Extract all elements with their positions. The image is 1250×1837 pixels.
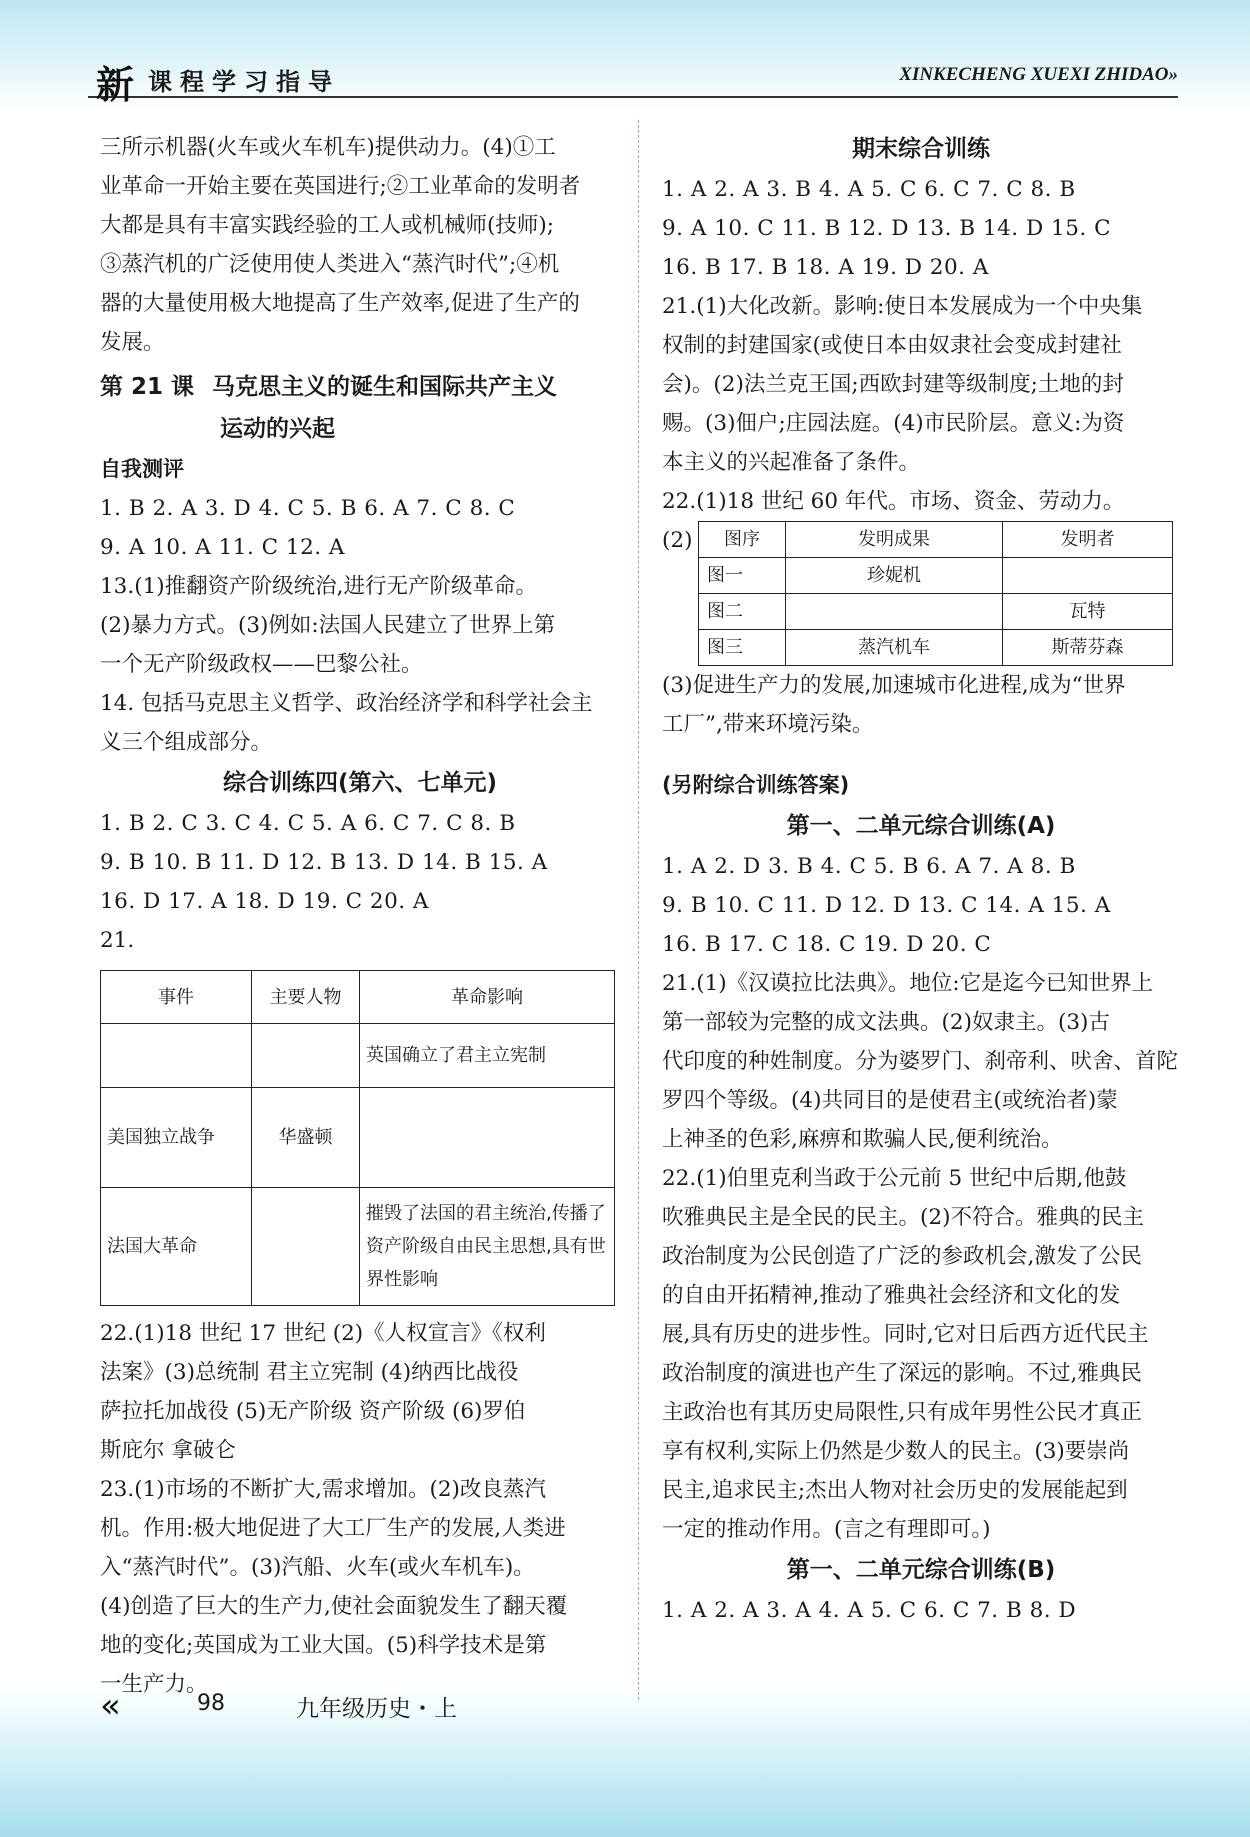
footer-background: [0, 1687, 1250, 1837]
lesson-number: 第 21 课: [100, 374, 195, 400]
invention-table-wrap: [662, 521, 1180, 666]
self-test-heading: 自我测评: [100, 457, 184, 481]
table-header: 革命影响: [360, 971, 615, 1024]
table-cell: [786, 594, 1003, 630]
lesson-title: [100, 366, 620, 450]
answer-line: 1. B 2. A 3. D 4. C 5. B 6. A 7. C 8. C: [100, 496, 516, 521]
text-line: 法案》(3)总统制 君主立宪制 (4)纳西比战役: [100, 1360, 519, 1385]
table-cell: 珍妮机: [786, 558, 1003, 594]
revolution-table: [100, 970, 615, 1306]
text-line: 政治制度为公民创造了广泛的参政机会,激发了公民: [662, 1244, 1142, 1269]
table-header-row: [101, 971, 615, 1024]
table-header: 图序: [699, 522, 786, 558]
answer-line: 16. B 17. B 18. A 19. D 20. A: [662, 255, 989, 280]
pinyin-text: XINKECHENG XUEXI ZHIDAO: [899, 64, 1169, 85]
table-cell: [252, 1188, 360, 1306]
answer-line: 1. A 2. A 3. B 4. A 5. C 6. C 7. C 8. B: [662, 177, 1076, 202]
text-line: 政治制度的演进也产生了深远的影响。不过,雅典民: [662, 1361, 1142, 1386]
table-header: 发明者: [1003, 522, 1173, 558]
text-line: 赐。(3)佃户;庄园法庭。(4)市民阶层。意义:为资: [662, 411, 1125, 436]
lesson-title-line2: 运动的兴起: [220, 416, 335, 442]
table-cell: 英国确立了君主立宪制: [360, 1024, 615, 1088]
unit-a-heading: 第一、二单元综合训练(A): [786, 813, 1056, 839]
text-line: 入“蒸汽时代”。(3)汽船、火车(或火车机车)。: [100, 1555, 535, 1580]
answer-line: 9. A 10. A 11. C 12. A: [100, 535, 345, 560]
answer-line: 1. A 2. D 3. B 4. C 5. B 6. A 7. A 8. B: [662, 854, 1076, 879]
text-line: 民主,追求民主;杰出人物对社会历史的发展能起到: [662, 1478, 1128, 1503]
table-cell: 斯蒂芬森: [1003, 630, 1173, 666]
text-line: (2)暴力方式。(3)例如:法国人民建立了世界上第: [100, 613, 556, 638]
page-header: [88, 54, 1178, 107]
answer-line: 9. B 10. C 11. D 12. D 13. C 14. A 15. A: [662, 893, 1111, 918]
text-line: 上神圣的色彩,麻痹和欺骗人民,便利统治。: [662, 1127, 1063, 1152]
text-line: ③蒸汽机的广泛使用使人类进入“蒸汽时代”;④机: [100, 252, 560, 277]
text-line: 21.(1)大化改新。影响:使日本发展成为一个中央集: [662, 294, 1143, 319]
text-line: 本主义的兴起准备了条件。: [662, 450, 921, 475]
answer-line: 9. B 10. B 11. D 12. B 13. D 14. B 15. A: [100, 850, 548, 875]
text-line: 22.(1)伯里克利当政于公元前 5 世纪中后期,他鼓: [662, 1166, 1127, 1191]
appendix-heading: (另附综合训练答案): [662, 773, 850, 797]
text-line: 展,具有历史的进步性。同时,它对日后西方近代民主: [662, 1322, 1149, 1347]
left-column: [100, 128, 620, 1704]
text-line: 享有权利,实际上仍然是少数人的民主。(3)要崇尚: [662, 1439, 1130, 1464]
text-line: 会)。(2)法兰克王国;西欧封建等级制度;土地的封: [662, 372, 1124, 397]
text-line: 22.(1)18 世纪 17 世纪 (2)《人权宣言》《权利: [100, 1321, 546, 1346]
text-line: 业革命一开始主要在英国进行;②工业革命的发明者: [100, 174, 581, 199]
text-line: 萨拉托加战役 (5)无产阶级 资产阶级 (6)罗伯: [100, 1399, 526, 1424]
text-line: 斯庇尔 拿破仑: [100, 1438, 236, 1463]
table-header-row: [699, 522, 1173, 558]
text-line: 三所示机器(火车或火车机车)提供动力。(4)①工: [100, 135, 556, 160]
text-line: 地的变化;英国成为工业大国。(5)科学技术是第: [100, 1633, 547, 1658]
grade-label: 九年级历史・上: [296, 1696, 457, 1722]
table-row: [101, 1024, 615, 1088]
table-cell: 瓦特: [1003, 594, 1173, 630]
table-cell: 华盛顿: [252, 1088, 360, 1188]
invention-table: [698, 521, 1173, 666]
table-cell: [252, 1024, 360, 1088]
column-divider: [638, 120, 639, 1700]
table-cell: [101, 1024, 252, 1088]
table-cell: [1003, 558, 1173, 594]
table-cell: 图三: [699, 630, 786, 666]
text-line: 23.(1)市场的不断扩大,需求增加。(2)改良蒸汽: [100, 1477, 546, 1502]
text-line: 的自由开拓精神,推动了雅典社会经济和文化的发: [662, 1283, 1121, 1308]
text-line: 21.(1)《汉谟拉比法典》。地位:它是迄今已知世界上: [662, 971, 1154, 996]
text-line: 吹雅典民主是全民的民主。(2)不符合。雅典的民主: [662, 1205, 1144, 1230]
table-header: 主要人物: [252, 971, 360, 1024]
text-line: (3)促进生产力的发展,加速城市化进程,成为“世界: [662, 673, 1126, 698]
text-line: 22.(1)18 世纪 60 年代。市场、资金、劳动力。: [662, 489, 1125, 514]
answer-line: 9. A 10. C 11. B 12. D 13. B 14. D 15. C: [662, 216, 1112, 241]
table-row: [699, 630, 1173, 666]
series-pinyin: [899, 64, 1178, 86]
spacer: [662, 744, 1180, 766]
table-row: [699, 558, 1173, 594]
table-cell: 图二: [699, 594, 786, 630]
text-line: 罗四个等级。(4)共同目的是使君主(或统治者)蒙: [662, 1088, 1118, 1113]
answer-line: 1. B 2. C 3. C 4. C 5. A 6. C 7. C 8. B: [100, 811, 516, 836]
table-row: [101, 1188, 615, 1306]
answer-line: 16. D 17. A 18. D 19. C 20. A: [100, 889, 429, 914]
text-line: 代印度的种姓制度。分为婆罗门、刹帝利、吠舍、首陀: [662, 1049, 1179, 1074]
series-title: 课程学习指导: [148, 68, 340, 96]
text-line: 14. 包括马克思主义哲学、政治经济学和科学社会主: [100, 691, 593, 716]
table-cell: 美国独立战争: [101, 1088, 252, 1188]
answer-line: 1. A 2. A 3. A 4. A 5. C 6. C 7. B 8. D: [662, 1598, 1077, 1623]
table-cell: 摧毁了法国的君主统治,传播了资产阶级自由民主思想,具有世界性影响: [360, 1188, 615, 1306]
text-line: 第一部较为完整的成文法典。(2)奴隶主。(3)古: [662, 1010, 1110, 1035]
chevron-right-icon: »: [1168, 64, 1178, 85]
table-row: [101, 1088, 615, 1188]
right-column: [662, 128, 1180, 1630]
table-cell: 法国大革命: [101, 1188, 252, 1306]
text-line: 一定的推动作用。(言之有理即可。): [662, 1517, 991, 1542]
q22-part2-label: (2): [662, 528, 693, 553]
q21-label: 21.: [100, 928, 135, 953]
text-line: (4)创造了巨大的生产力,使社会面貌发生了翻天覆: [100, 1594, 568, 1619]
answer-line: 16. B 17. C 18. C 19. D 20. C: [662, 932, 992, 957]
chevron-left-icon: «: [100, 1686, 121, 1726]
text-line: 器的大量使用极大地提高了生产效率,促进了生产的: [100, 291, 580, 316]
table-cell: 图一: [699, 558, 786, 594]
text-line: 权制的封建国家(或使日本由奴隶社会变成封建社: [662, 333, 1122, 358]
text-line: 主政治也有其历史局限性,只有成年男性公民才真正: [662, 1400, 1142, 1425]
text-line: 一生产力。: [100, 1672, 208, 1697]
final-review-heading: 期末综合训练: [852, 136, 990, 162]
text-line: 发展。: [100, 330, 165, 355]
unit-b-heading: 第一、二单元综合训练(B): [786, 1557, 1056, 1583]
review4-heading: 综合训练四(第六、七单元): [222, 770, 498, 796]
table-header: 事件: [101, 971, 252, 1024]
text-line: 义三个组成部分。: [100, 730, 273, 755]
text-line: 机。作用:极大地促进了大工厂生产的发展,人类进: [100, 1516, 566, 1541]
text-line: 大都是具有丰富实践经验的工人或机械师(技师);: [100, 213, 555, 238]
table-cell: 蒸汽机车: [786, 630, 1003, 666]
table-header: 发明成果: [786, 522, 1003, 558]
table-row: [699, 594, 1173, 630]
lesson-title-line1: 马克思主义的诞生和国际共产主义: [212, 374, 557, 400]
table-cell: [360, 1088, 615, 1188]
text-line: 13.(1)推翻资产阶级统治,进行无产阶级革命。: [100, 574, 537, 599]
text-line: 一个无产阶级政权——巴黎公社。: [100, 652, 423, 677]
page-number: 98: [197, 1691, 225, 1716]
logo: 新: [96, 63, 135, 107]
text-line: 工厂”,带来环境污染。: [662, 712, 874, 737]
